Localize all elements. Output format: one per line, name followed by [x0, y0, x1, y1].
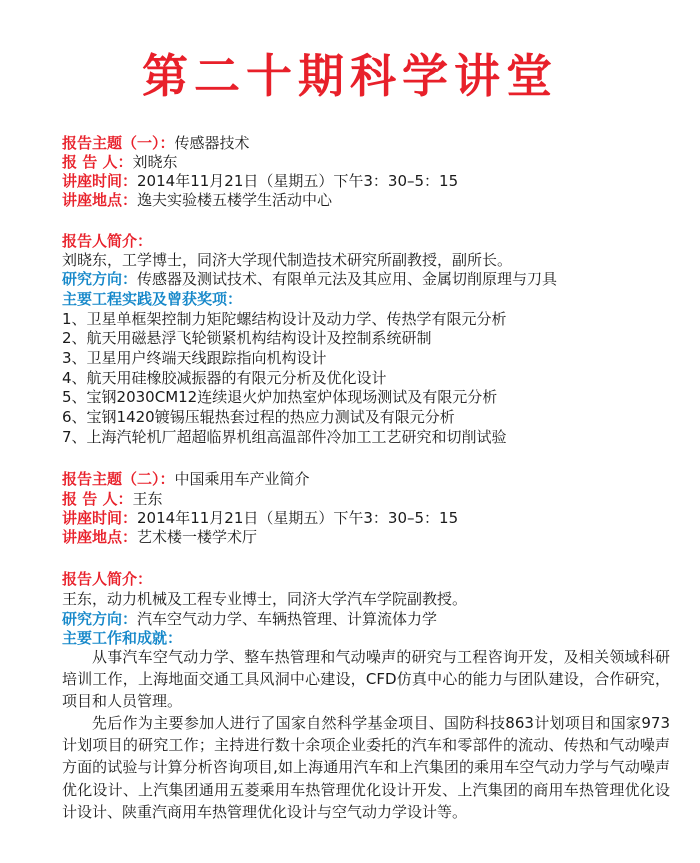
talk2-place-row: [62, 528, 257, 546]
talk1-place-label: 讲座地点：: [62, 191, 138, 209]
talk1-topic-row: [62, 134, 250, 152]
talk1-bio-label: 报告人简介：: [62, 232, 153, 250]
list-item: 2、航天用磁悬浮飞轮锁紧机构结构设计及控制系统研制: [62, 329, 432, 347]
talk2-speaker-label: 报 告 人：: [62, 490, 133, 508]
list-item: 7、上海汽轮机厂超超临界机组高温部件冷加工工艺研究和切削试验: [62, 428, 507, 446]
list-item: 6、宝钢1420镀锡压辊热套过程的热应力测试及有限元分析: [62, 408, 455, 426]
list-item: 5、宝钢2030CM12连续退火炉加热室炉体现场测试及有限元分析: [62, 388, 498, 406]
talk2-speaker: 王东: [132, 490, 163, 508]
talk1-speaker-label: 报 告 人：: [62, 153, 133, 171]
talk2-place: 艺术楼一楼学术厅: [137, 528, 258, 546]
talk1-topic: 传感器技术: [174, 134, 250, 152]
talk2-research-row: [62, 610, 437, 628]
list-item: 3、卫星用户终端天线跟踪指向机构设计: [62, 349, 327, 367]
talk2-research: 汽车空气动力学、车辆热管理、计算流体力学: [137, 610, 438, 628]
talk1-bio: 刘晓东，工学博士，同济大学现代制造技术研究所副教授，副所长。: [62, 251, 513, 269]
talk2-time-label: 讲座时间：: [62, 509, 138, 527]
talk2-time-row: [62, 509, 458, 527]
talk1-research-row: [62, 270, 557, 288]
talk2-paragraph: 先后作为主要参加人进行了国家自然科学基金项目、国防科技863计划项目和国家973计划项目的研究工作；主持进行数十余项企业委托的汽车和零部件的流动、传热和气动噪声方面的试验与计算分析咨询项目,如上海通用汽车和上汽集团的乘用车空气动力学与气动噪声优化设计、上汽集团通用五菱乘用车热管理优化设计开发、上汽集团的商用车热管理优化设计设计、陕重汽商用车热管理优化设计与空气动力学设计等。: [62, 714, 670, 821]
talk2-time: 2014年11月21日（星期五）下午3：30–5：15: [137, 509, 459, 527]
list-item: 1、卫星单框架控制力矩陀螺结构设计及动力学、传热学有限元分析: [62, 310, 507, 328]
talk2-place-label: 讲座地点：: [62, 528, 138, 546]
talk1-time-row: [62, 172, 458, 190]
talk2-paragraph: 从事汽车空气动力学、整车热管理和气动噪声的研究与工程咨询开发，及相关领域科研培训工作，上海地面交通工具风洞中心建设，CFD仿真中心的能力与团队建设，合作研究，项目和人员管理。: [62, 648, 670, 711]
talk1-time-label: 讲座时间：: [62, 172, 138, 190]
talk1-topic-label: 报告主题（一）：: [62, 134, 175, 152]
talk1-research-label: 研究方向：: [62, 270, 138, 288]
talk2-topic-row: [62, 470, 310, 488]
talk1-time: 2014年11月21日（星期五）下午3：30–5：15: [137, 172, 459, 190]
talk2-topic-label: 报告主题（二）：: [62, 470, 175, 488]
page-title: 第二十期科学讲堂: [142, 49, 558, 103]
talk1-speaker-row: [62, 153, 177, 171]
talk2-work-label: 主要工作和成就：: [62, 629, 183, 647]
talk1-projects-label: 主要工程实践及曾获奖项：: [62, 290, 243, 308]
talk2-bio-label: 报告人简介：: [62, 570, 153, 588]
talk2-speaker-row: [62, 490, 162, 508]
talk2-research-label: 研究方向：: [62, 610, 138, 628]
talk1-speaker: 刘晓东: [132, 153, 178, 171]
talk1-place: 逸夫实验楼五楼学生活动中心: [137, 191, 333, 209]
talk1-place-row: [62, 191, 332, 209]
talk2-topic: 中国乘用车产业简介: [174, 470, 310, 488]
talk1-research: 传感器及测试技术、有限单元法及其应用、金属切削原理与刀具: [137, 270, 558, 288]
list-item: 4、航天用硅橡胶减振器的有限元分析及优化设计: [62, 369, 387, 387]
talk2-bio: 王东，动力机械及工程专业博士，同济大学汽车学院副教授。: [62, 590, 468, 608]
